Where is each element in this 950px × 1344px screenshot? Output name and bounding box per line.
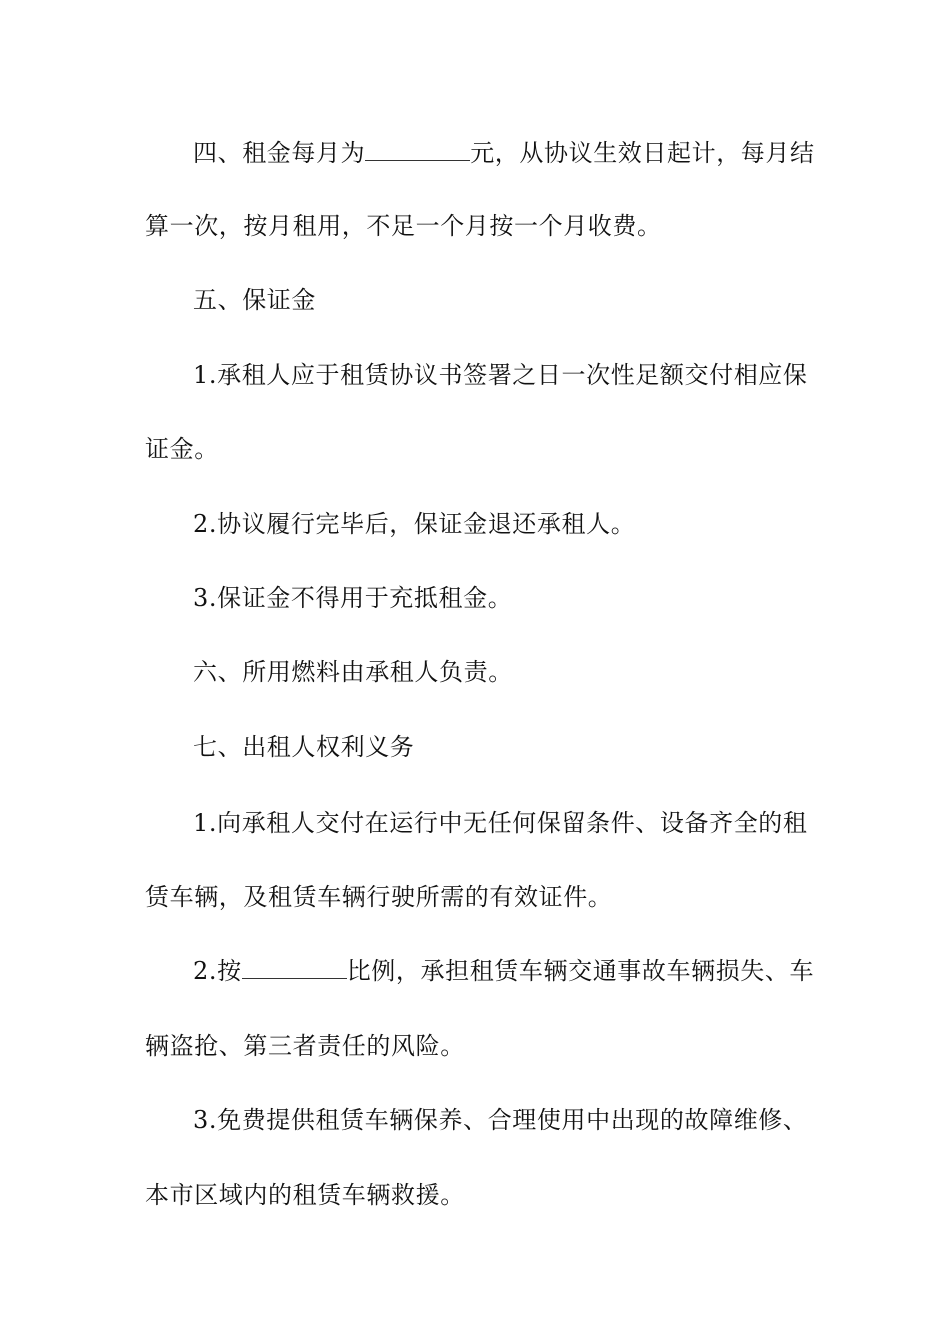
rent-clause-text-end: 元，从协议生效日起计，每月结 [470, 139, 815, 167]
rent-amount-blank [365, 142, 470, 161]
fuel-clause: 六、所用燃料由承租人负责。 [193, 658, 513, 686]
lessor-rights-heading: 七、出租人权利义务 [193, 733, 415, 761]
rent-clause-continuation: 算一次，按月租用，不足一个月按一个月收费。 [145, 212, 662, 240]
lessor-item-3-continuation: 本市区域内的租赁车辆救援。 [145, 1181, 465, 1209]
lessor-item-3: 3.免费提供租赁车辆保养、合理使用中出现的故障维修、 [193, 1106, 808, 1134]
rent-clause-line [193, 138, 858, 168]
rent-clause-text-start: 四、租金每月为 [193, 139, 366, 167]
ratio-blank [242, 960, 347, 979]
deposit-item-1-continuation: 证金。 [145, 435, 219, 463]
lessor-item-2-text-start: 2.按 [193, 957, 242, 985]
lessor-item-1-continuation: 赁车辆，及租赁车辆行驶所需的有效证件。 [145, 883, 613, 911]
lessor-item-1: 1.向承租人交付在运行中无任何保留条件、设备齐全的租 [193, 809, 808, 837]
lessor-item-2-continuation: 辆盗抢、第三者责任的风险。 [145, 1032, 465, 1060]
deposit-item-2: 2.协议履行完毕后，保证金退还承租人。 [193, 510, 636, 538]
lessor-item-2-line [193, 956, 858, 986]
deposit-item-3: 3.保证金不得用于充抵租金。 [193, 584, 513, 612]
lessor-item-2-text-end: 比例，承担租赁车辆交通事故车辆损失、车 [346, 957, 815, 985]
deposit-item-1: 1.承租人应于租赁协议书签署之日一次性足额交付相应保 [193, 361, 808, 389]
deposit-heading: 五、保证金 [193, 286, 316, 314]
